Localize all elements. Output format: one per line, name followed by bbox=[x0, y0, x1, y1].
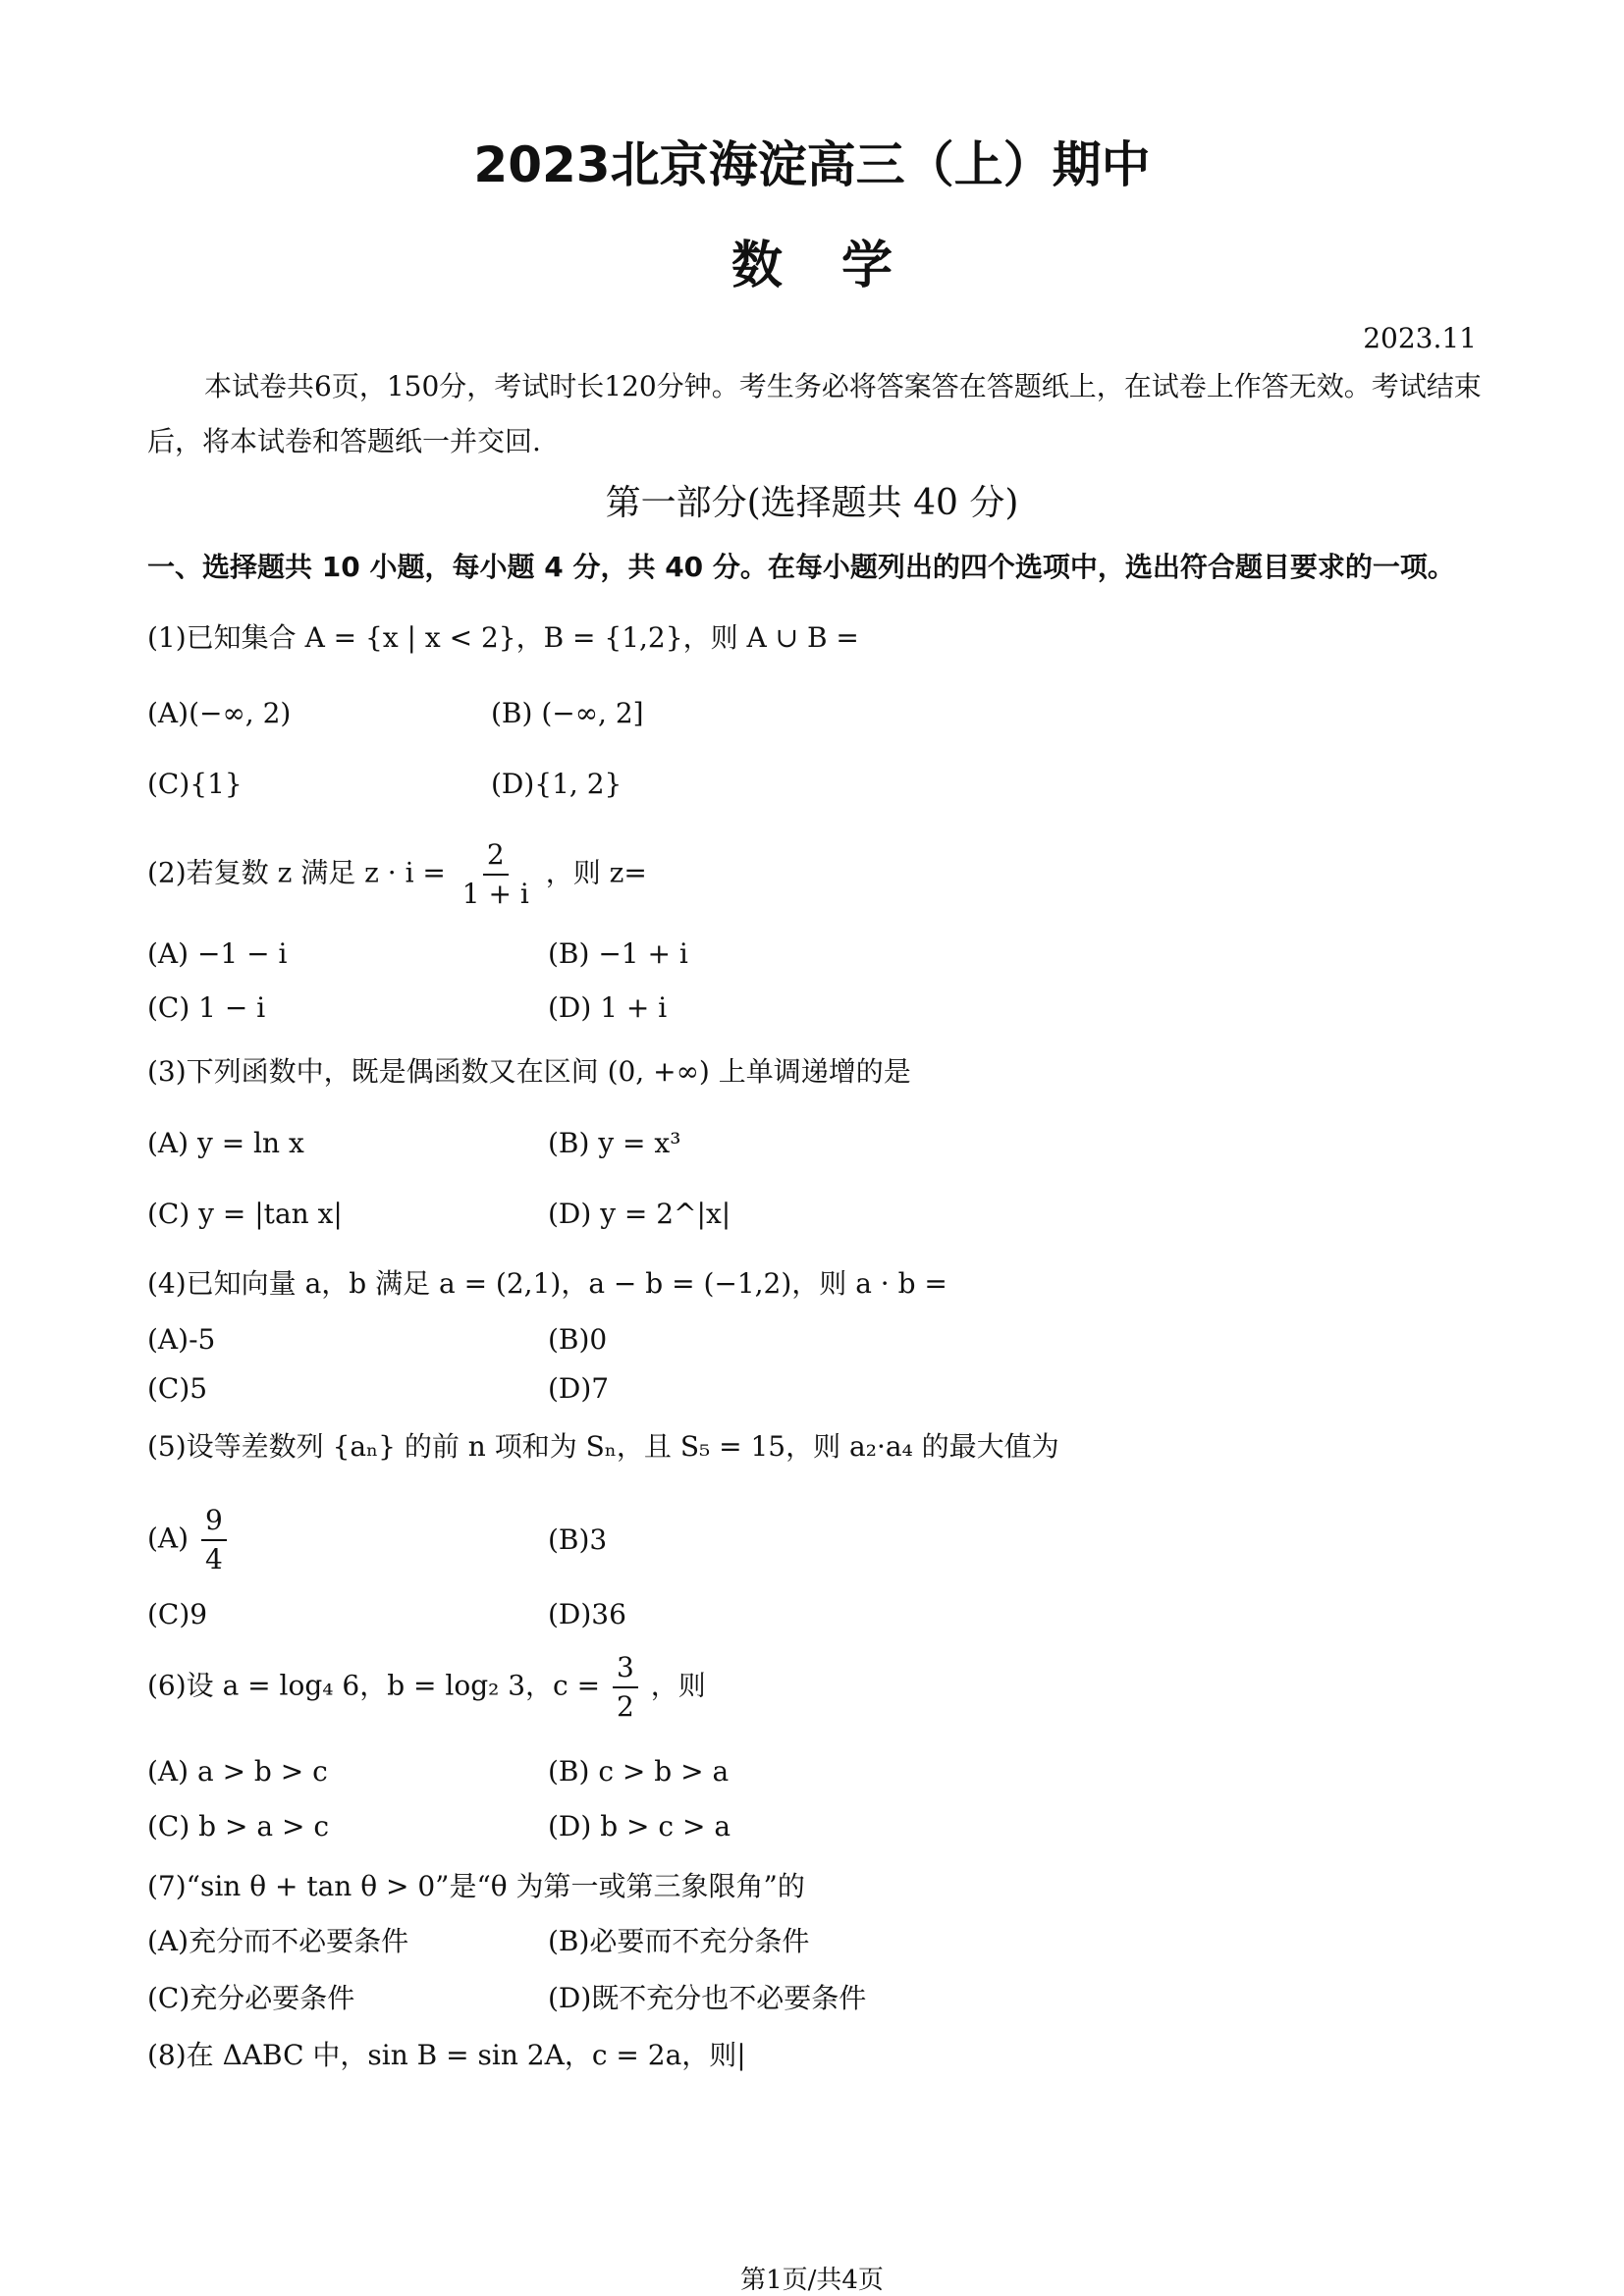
q1-option-b: (B) (−∞, 2] bbox=[491, 697, 644, 729]
question-6 bbox=[147, 1649, 706, 1726]
q6-option-a: (A) a > b > c bbox=[147, 1755, 328, 1788]
q2-frac-numerator: 2 bbox=[483, 836, 509, 876]
q7-option-b: (B)必要而不充分条件 bbox=[548, 1925, 810, 1957]
q6-option-c: (C) b > a > c bbox=[147, 1810, 329, 1842]
q4-option-d: (D)7 bbox=[548, 1372, 610, 1405]
page-footer: 第1页/共4页 bbox=[740, 2266, 884, 2295]
q6-option-b: (B) c > b > a bbox=[548, 1755, 730, 1788]
q5-option-c: (C)9 bbox=[147, 1598, 208, 1630]
exam-date: 2023.11 bbox=[1363, 322, 1477, 354]
q2-option-b: (B) −1 + i bbox=[548, 937, 688, 970]
q6-fraction bbox=[613, 1649, 638, 1726]
q5-option-a-label: (A) bbox=[147, 1522, 189, 1555]
q6-frac-numerator: 3 bbox=[613, 1649, 638, 1688]
q3-option-b: (B) y = x³ bbox=[548, 1127, 681, 1159]
q1-option-d: (D){1, 2} bbox=[491, 768, 623, 800]
question-3: (3)下列函数中，既是偶函数又在区间 (0, +∞) 上单调递增的是 bbox=[147, 1055, 911, 1088]
q2-option-c: (C) 1 − i bbox=[147, 991, 266, 1024]
question-2 bbox=[147, 836, 647, 913]
q4-option-a: (A)-5 bbox=[147, 1323, 216, 1356]
q2-stem-post: ，则 z= bbox=[545, 856, 647, 889]
q5-option-a bbox=[147, 1502, 231, 1578]
exam-title: 2023北京海淀高三（上）期中 bbox=[473, 136, 1151, 193]
q6-frac-denominator: 2 bbox=[617, 1690, 634, 1723]
question-4: (4)已知向量 a，b 满足 a = (2,1)，a − b = (−1,2)，则 a · b = bbox=[147, 1267, 947, 1300]
question-7: (7)“sin θ + tan θ > 0”是“θ 为第一或第三象限角”的 bbox=[147, 1870, 805, 1902]
q3-option-d: (D) y = 2^|x| bbox=[548, 1198, 731, 1230]
q7-option-d: (D)既不充分也不必要条件 bbox=[548, 1982, 867, 2014]
q5-option-b: (B)3 bbox=[548, 1523, 608, 1556]
q7-option-a: (A)充分而不必要条件 bbox=[147, 1925, 409, 1957]
q5-option-a-fraction bbox=[201, 1502, 227, 1578]
q2-fraction bbox=[459, 836, 533, 913]
question-5: (5)设等差数列 {aₙ} 的前 n 项和为 Sₙ，且 S₅ = 15，则 a₂·a₄ 的最大值为 bbox=[147, 1430, 1059, 1463]
q7-option-c: (C)充分必要条件 bbox=[147, 1982, 355, 2014]
q5-frac-denominator: 4 bbox=[204, 1543, 223, 1575]
subject-title: 数学 bbox=[731, 237, 951, 295]
section-title: 一、选择题共 10 小题，每小题 4 分，共 40 分。在每小题列出的四个选项中，选出符合题目要求的一项。 bbox=[147, 551, 1455, 583]
q2-frac-denominator: 1 + i bbox=[461, 878, 529, 910]
question-1: (1)已知集合 A = {x | x < 2}，B = {1,2}，则 A ∪ B = bbox=[147, 621, 859, 654]
question-8: (8)在 ΔABC 中，sin B = sin 2A，c = 2a，则| bbox=[147, 2039, 746, 2071]
q1-option-c: (C){1} bbox=[147, 768, 243, 800]
part-title: 第一部分(选择题共 40 分) bbox=[605, 483, 1019, 523]
q6-stem-post: ，则 bbox=[650, 1669, 706, 1702]
q1-option-a: (A)(−∞, 2) bbox=[147, 697, 292, 729]
q3-option-c: (C) y = |tan x| bbox=[147, 1198, 343, 1230]
q3-option-a: (A) y = ln x bbox=[147, 1127, 304, 1159]
q5-frac-numerator: 9 bbox=[201, 1502, 227, 1541]
q6-option-d: (D) b > c > a bbox=[548, 1810, 731, 1842]
q6-stem-pre: (6)设 a = log₄ 6，b = log₂ 3，c = bbox=[147, 1669, 601, 1702]
q2-option-d: (D) 1 + i bbox=[548, 991, 668, 1024]
q4-option-b: (B)0 bbox=[548, 1323, 608, 1356]
instructions: 本试卷共6页，150分，考试时长120分钟。考生务必将答案答在答题纸上，在试卷上作答无效。考试结束后，将本试卷和答题纸一并交回. bbox=[147, 370, 1482, 457]
q4-option-c: (C)5 bbox=[147, 1372, 208, 1405]
q2-stem-pre: (2)若复数 z 满足 z · i = bbox=[147, 856, 446, 889]
q5-option-d: (D)36 bbox=[548, 1598, 626, 1630]
q2-option-a: (A) −1 − i bbox=[147, 937, 288, 970]
